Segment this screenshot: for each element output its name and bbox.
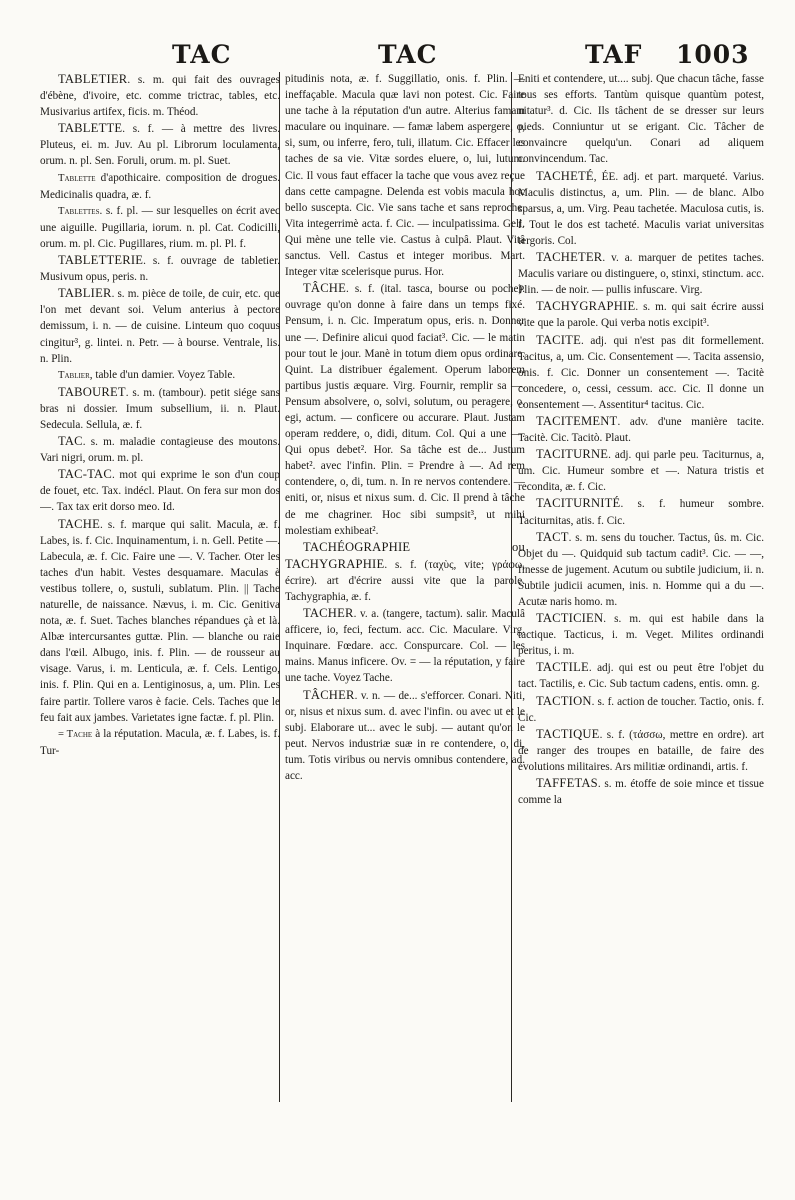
- dictionary-entry: [518, 775, 764, 808]
- dictionary-entry: [518, 298, 764, 331]
- entry-definition: . s. f. (τάσσω, mettre en ordre). art de ranger des troupes en bataille, de faire des évolutions militaires. Ars militiæ ordinandi, artis. f.: [518, 728, 764, 773]
- entry-headword: TABLIER: [58, 286, 112, 301]
- dictionary-entry: [518, 659, 764, 692]
- entry-subheading: Tablette: [58, 172, 96, 184]
- dictionary-entry: [285, 539, 525, 605]
- entry-definition: . s. f. humeur sombre. Taciturnitas, atis. f. Cic.: [518, 498, 764, 527]
- dictionary-entry: [518, 529, 764, 610]
- entry-definition: . s. f. (ital. tasca, bourse ou poche). ouvrage qu'on donne à faire dans un temps fixé. Pensum, i. n. Cic. Imperatum opus, eris. n. Donner une —. Definire alicui quod faciat³. Cic. — le matin pour tout le jour. Manè in totum diem opus ordinare. Quint. La distribuer également. Operum laborem partibus justis æquare. Virg. Fournir, remplir sa —. Pensum absolvere, o, solvi, solutum, ou peragere, o, egi, actum. — conficere ou accurare. Plaut. Justam operam reddere, o, didi, ditum. Col. Qui a une —. Qui opus debet². Hor. Sa tâche est de... Justum habet². avec l'infin. Plin. = Prendre à —. Ad rem contendere, o, di, tum. n. In re nervos contendere. — eniti, or, nisus et nixus sum. d. Cic. Il prend à tâche de me chagriner. Hoc sibi sumpsit³, ut mihi molestiam exhibeat².: [285, 283, 525, 537]
- entry-headword: TACHÉOGRAPHIE ou TACHYGRAPHIE: [285, 539, 525, 571]
- entry-definition: . v. a. marquer de petites taches. Maculis variare ou distinguere, o, stinxi, stinctum. acc. Plin. — de noir. — pullis infuscare. Virg.: [518, 252, 764, 297]
- dictionary-entry: [40, 203, 280, 252]
- entry-definition: d'apothicaire. composition de drogues. Medicinalis quadra, æ. f.: [40, 171, 280, 201]
- column-2: [285, 71, 525, 1151]
- dictionary-entry: [518, 693, 764, 726]
- entry-headword: TACITEMENT: [536, 413, 618, 428]
- entry-definition: . adj. qui n'est pas dit formellement. Tacitus, a, um. Cic. Consentement —. Tacita assensio, onis. f. Cic. Donner un consentement —. Tacitè concedere, o, cessi, cessum. acc. Cic. Il donne un consentement —. Assentitur⁴ tacitus. Cic.: [518, 334, 764, 411]
- entry-subheading: = Tache: [58, 728, 93, 740]
- entry-headword: TABOURET: [58, 384, 126, 399]
- entry-definition: . v. n. — de... s'efforcer. Conari. Niti, or, nisus et nixus sum. d. avec l'infin. ou avec ut et le subj. Elaborare ut... avec le subj. — autant qu'on le peut. Nervos industriæ suæ in re contendere, o, di, tum. Totis viribus ou nervis omnibus contendere, ad. acc.: [285, 689, 525, 783]
- entry-definition: . s. m. sens du toucher. Tactus, ûs. m. Cic. Objet du —. Quidquid sub tactum cadit³. Cic. — —, finesse de jugement. Acutum ou subtile judicium, ii. n. Subtile judicii acumen, inis. n. Homme qui a du —. Acutæ naris homo. m.: [518, 531, 764, 608]
- entry-definition: . s. m. qui fait des ouvrages d'ébène, d'ivoire, etc. comme trictrac, tables, etc. Musivarius artifex, ficis. m. Théod.: [40, 74, 280, 119]
- dictionary-entry: [518, 413, 764, 446]
- dictionary-entry: [518, 446, 764, 495]
- entry-headword: TAC-TAC: [58, 467, 112, 482]
- dictionary-entry: [518, 71, 764, 168]
- entry-headword: TACTILE: [536, 660, 589, 675]
- entry-headword: TACITE: [536, 332, 581, 347]
- dictionary-entry: [40, 170, 280, 203]
- entry-headword: TACT: [536, 529, 569, 544]
- dictionary-entry: [518, 332, 764, 413]
- entry-headword: TÂCHE: [303, 281, 346, 296]
- entry-definition: Eniti et contendere, ut.... subj. Que chacun tâche, fasse tous ses efforts. Tantùm quisque quantùm potest, nitatur³. d. Cic. Ils tâchent de se dresser sur leurs pieds. Conniuntur ut se erigant. Cic. Tâcher de convaincre quelqu'un. Conari ad aliquem convincendum. Tac.: [518, 73, 764, 166]
- entry-headword: TABLETTERIE: [58, 253, 144, 268]
- dictionary-entry: [40, 120, 280, 169]
- entry-headword: TABLETIER: [58, 72, 128, 86]
- entry-headword: TACHETER: [536, 250, 603, 265]
- dictionary-entry: [518, 249, 764, 298]
- entry-definition: , table d'un damier. Voyez Table.: [89, 368, 236, 381]
- entry-definition: . v. a. (tangere, tactum). salir. Maculâ afficere, io, feci, fectum. acc. Cic. Maculare. Virg. Inquinare. Fœdare. acc. Conspurcare. Col. — les mains. Manus inficere. Ov. = — la réputation, y faire une tache. Voyez Tache.: [285, 608, 525, 685]
- dictionary-entry: [40, 726, 280, 759]
- entry-definition: pitudinis nota, æ. f. Suggillatio, onis. f. Plin. — ineffaçable. Macula quæ lavi non potest. Cic. Faire une tache à la réputation d'un autre. Alterius famam maculare ou inquinare. — famæ labem aspergere, o, si, sum, ou inferre, fero, tuli, illatum. Cic. Effacer les taches de sa vie. Vitæ sordes eluere, o, lui, lutum. Cic. Il vous faut effacer la tache que vous avez reçue dans cette campagne. Delenda est vobis macula hoc bello suscepta. Cic. Vie sans tache et sans reproche. Vita integerrimè acta. f. Cic. — inculpatissima. Gell. Qui mène une telle vie. Castus à culpâ. Plaut. Vitâ sanctus. Vell. Castus et integer moribus. Mart. Integer vitæ scelerisque purus. Hor.: [285, 73, 525, 279]
- entry-definition: . s. f. — à mettre des livres. Pluteus, ei. m. Juv. Au pl. Librorum loculamenta, orum. n. pl. Sen. Foruli, orum. m. pl. Suet.: [40, 123, 280, 168]
- entry-definition: . s. f. action de toucher. Tactio, onis. f. Cic.: [518, 695, 764, 724]
- dictionary-entry: [518, 610, 764, 659]
- entry-headword: TACITURNITÉ: [536, 496, 621, 511]
- dictionary-entry: [285, 71, 525, 280]
- entry-definition: . s. f. marque qui salit. Macula, æ. f. Labes, is. f. Cic. Inquinamentum, i. n. Gell. Petite —. Labecula, æ. f. Cic. Faire une —. V. Tacher. Oter les taches d'un habit. Vestes desquamare. Maculas è vestibus tollere, o, sustuli, sublatum. Plin. || Tache naturelle, de naissance. Nævus, i. m. Cic. Genitiva nota, æ. f. Suet. Taches blanches répandues çà et là. Albæ intercursantes guttæ. Plin. — blanche ou raie dans l'œil. Albugo, inis. f. Plin. — de rousseur au visage. Varus, i. m. Lenticula, æ. f. Cels. Lentigo, inis. f. Plin. Qui en a. Lentiginosus, a, um. Plin. Les faire partir. Tollere varos è facie. Cels. Taches que le feu fait aux jambes. Varietates igne factæ. f. pl. Plin.: [40, 518, 280, 724]
- page-number: 1003: [676, 40, 750, 69]
- entry-definition: . s. m. (tambour). petit siége sans bras ni dossier. Imum subsellium, ii. n. Plaut. Sedecula. Sellula, æ. f.: [40, 386, 280, 431]
- dictionary-entry: [40, 367, 280, 384]
- entry-definition: . s. f. (ταχὺς, vite; γράφω, écrire). art d'écrire aussi vite que la parole. Tachygraphia, æ. f.: [285, 558, 525, 603]
- running-head-middle: TAC: [378, 40, 438, 69]
- column-1: [40, 71, 280, 1151]
- dictionary-entry: [40, 285, 280, 366]
- entry-definition: . s. m. pièce de toile, de cuir, etc. que l'on met devant soi. Velum anterius à pectore demissum, i. n. — de cuisine. Linteum quo coquus cingitur³, g. lintei. n. Petr. — à bourse. Ventrale, lis. n. Plin.: [40, 288, 280, 365]
- dictionary-entry: [285, 605, 525, 686]
- entry-subheading: Tablier: [58, 369, 90, 381]
- dictionary-entry: [40, 516, 280, 726]
- entry-subheading: Tablettes: [58, 205, 100, 217]
- dictionary-entry: [40, 433, 280, 466]
- column-3: [518, 71, 764, 1151]
- dictionary-entry: [40, 466, 280, 515]
- entry-definition: , ÉE. adj. et part. marqueté. Varius. Maculis distinctus, a, um. Plin. — de blanc. Albo sparsus, a, um. Virg. Peau tachetée. Maculosa cutis, is. f. Tout le dos est tacheté. Maculis variat universitas tergoris. Col.: [518, 170, 764, 247]
- dictionary-entry: [285, 687, 525, 785]
- dictionary-entry: [518, 168, 764, 249]
- dictionary-entry: [518, 726, 764, 775]
- entry-headword: TACHE: [58, 516, 100, 531]
- entry-definition: . adv. d'une manière tacite. Tacitè. Cic. Tacitò. Plaut.: [518, 415, 764, 445]
- entry-definition: . s. m. maladie contagieuse des moutons. Vari nigri, orum. m. pl.: [40, 436, 280, 465]
- entry-definition: . adj. qui est ou peut être l'objet du tact. Tactilis, e. Cic. Sub tactum cadens, entis. omn. g.: [518, 662, 764, 691]
- entry-definition: . adj. qui parle peu. Taciturnus, a, um. Cic. Humeur sombre et —. Natura tristis et recondita, æ. f. Cic.: [518, 449, 764, 494]
- dictionary-entry: [40, 71, 280, 120]
- entry-headword: TACITURNE: [536, 447, 609, 462]
- entry-headword: TACTICIEN: [536, 611, 604, 626]
- entry-headword: TABLETTE: [58, 121, 123, 136]
- entry-definition: . s. m. étoffe de soie mince et tissue comme la: [518, 778, 764, 807]
- running-head-right: TAF: [585, 40, 643, 69]
- entry-definition: . s. m. qui sait écrire aussi vite que la parole. Qui verba notis excipit³.: [518, 301, 764, 330]
- entry-headword: TACHER: [303, 606, 354, 621]
- entry-definition: . s. f. pl. — sur lesquelles on écrit avec une aiguille. Pugillaria, iorum. n. pl. Cat. Codicilli, orum. m. pl. Cic. Pugillares, rium. m. pl. Pl. f.: [40, 204, 280, 250]
- entry-headword: TAFFETAS: [536, 776, 598, 791]
- entry-headword: TACHYGRAPHIE: [536, 299, 636, 314]
- entry-headword: TÂCHER: [303, 687, 355, 702]
- entry-definition: à la réputation. Macula, æ. f. Labes, is. f. Tur-: [40, 727, 280, 757]
- entry-definition: . s. f. ouvrage de tabletier. Musivum opus, peris. n.: [40, 255, 280, 284]
- entry-headword: TACTIQUE: [536, 726, 600, 741]
- entry-definition: . s. m. qui est habile dans la tactique. Tacticus, i. m. Veget. Milites ordinandi peritus, i. m.: [518, 613, 764, 658]
- running-head-left: TAC: [172, 40, 232, 69]
- dictionary-entry: [40, 384, 280, 433]
- entry-headword: TAC: [58, 434, 83, 449]
- entry-definition: . mot qui exprime le son d'un coup de fouet, etc. Tax. indécl. Plaut. On fera sur mon dos —. Tax tax erit dorso meo. Id.: [40, 469, 280, 514]
- dictionary-entry: [518, 495, 764, 528]
- entry-headword: TACHETÉ: [536, 168, 594, 183]
- entry-headword: TACTION: [536, 693, 592, 708]
- dictionary-entry: [40, 252, 280, 285]
- dictionary-entry: [285, 280, 525, 539]
